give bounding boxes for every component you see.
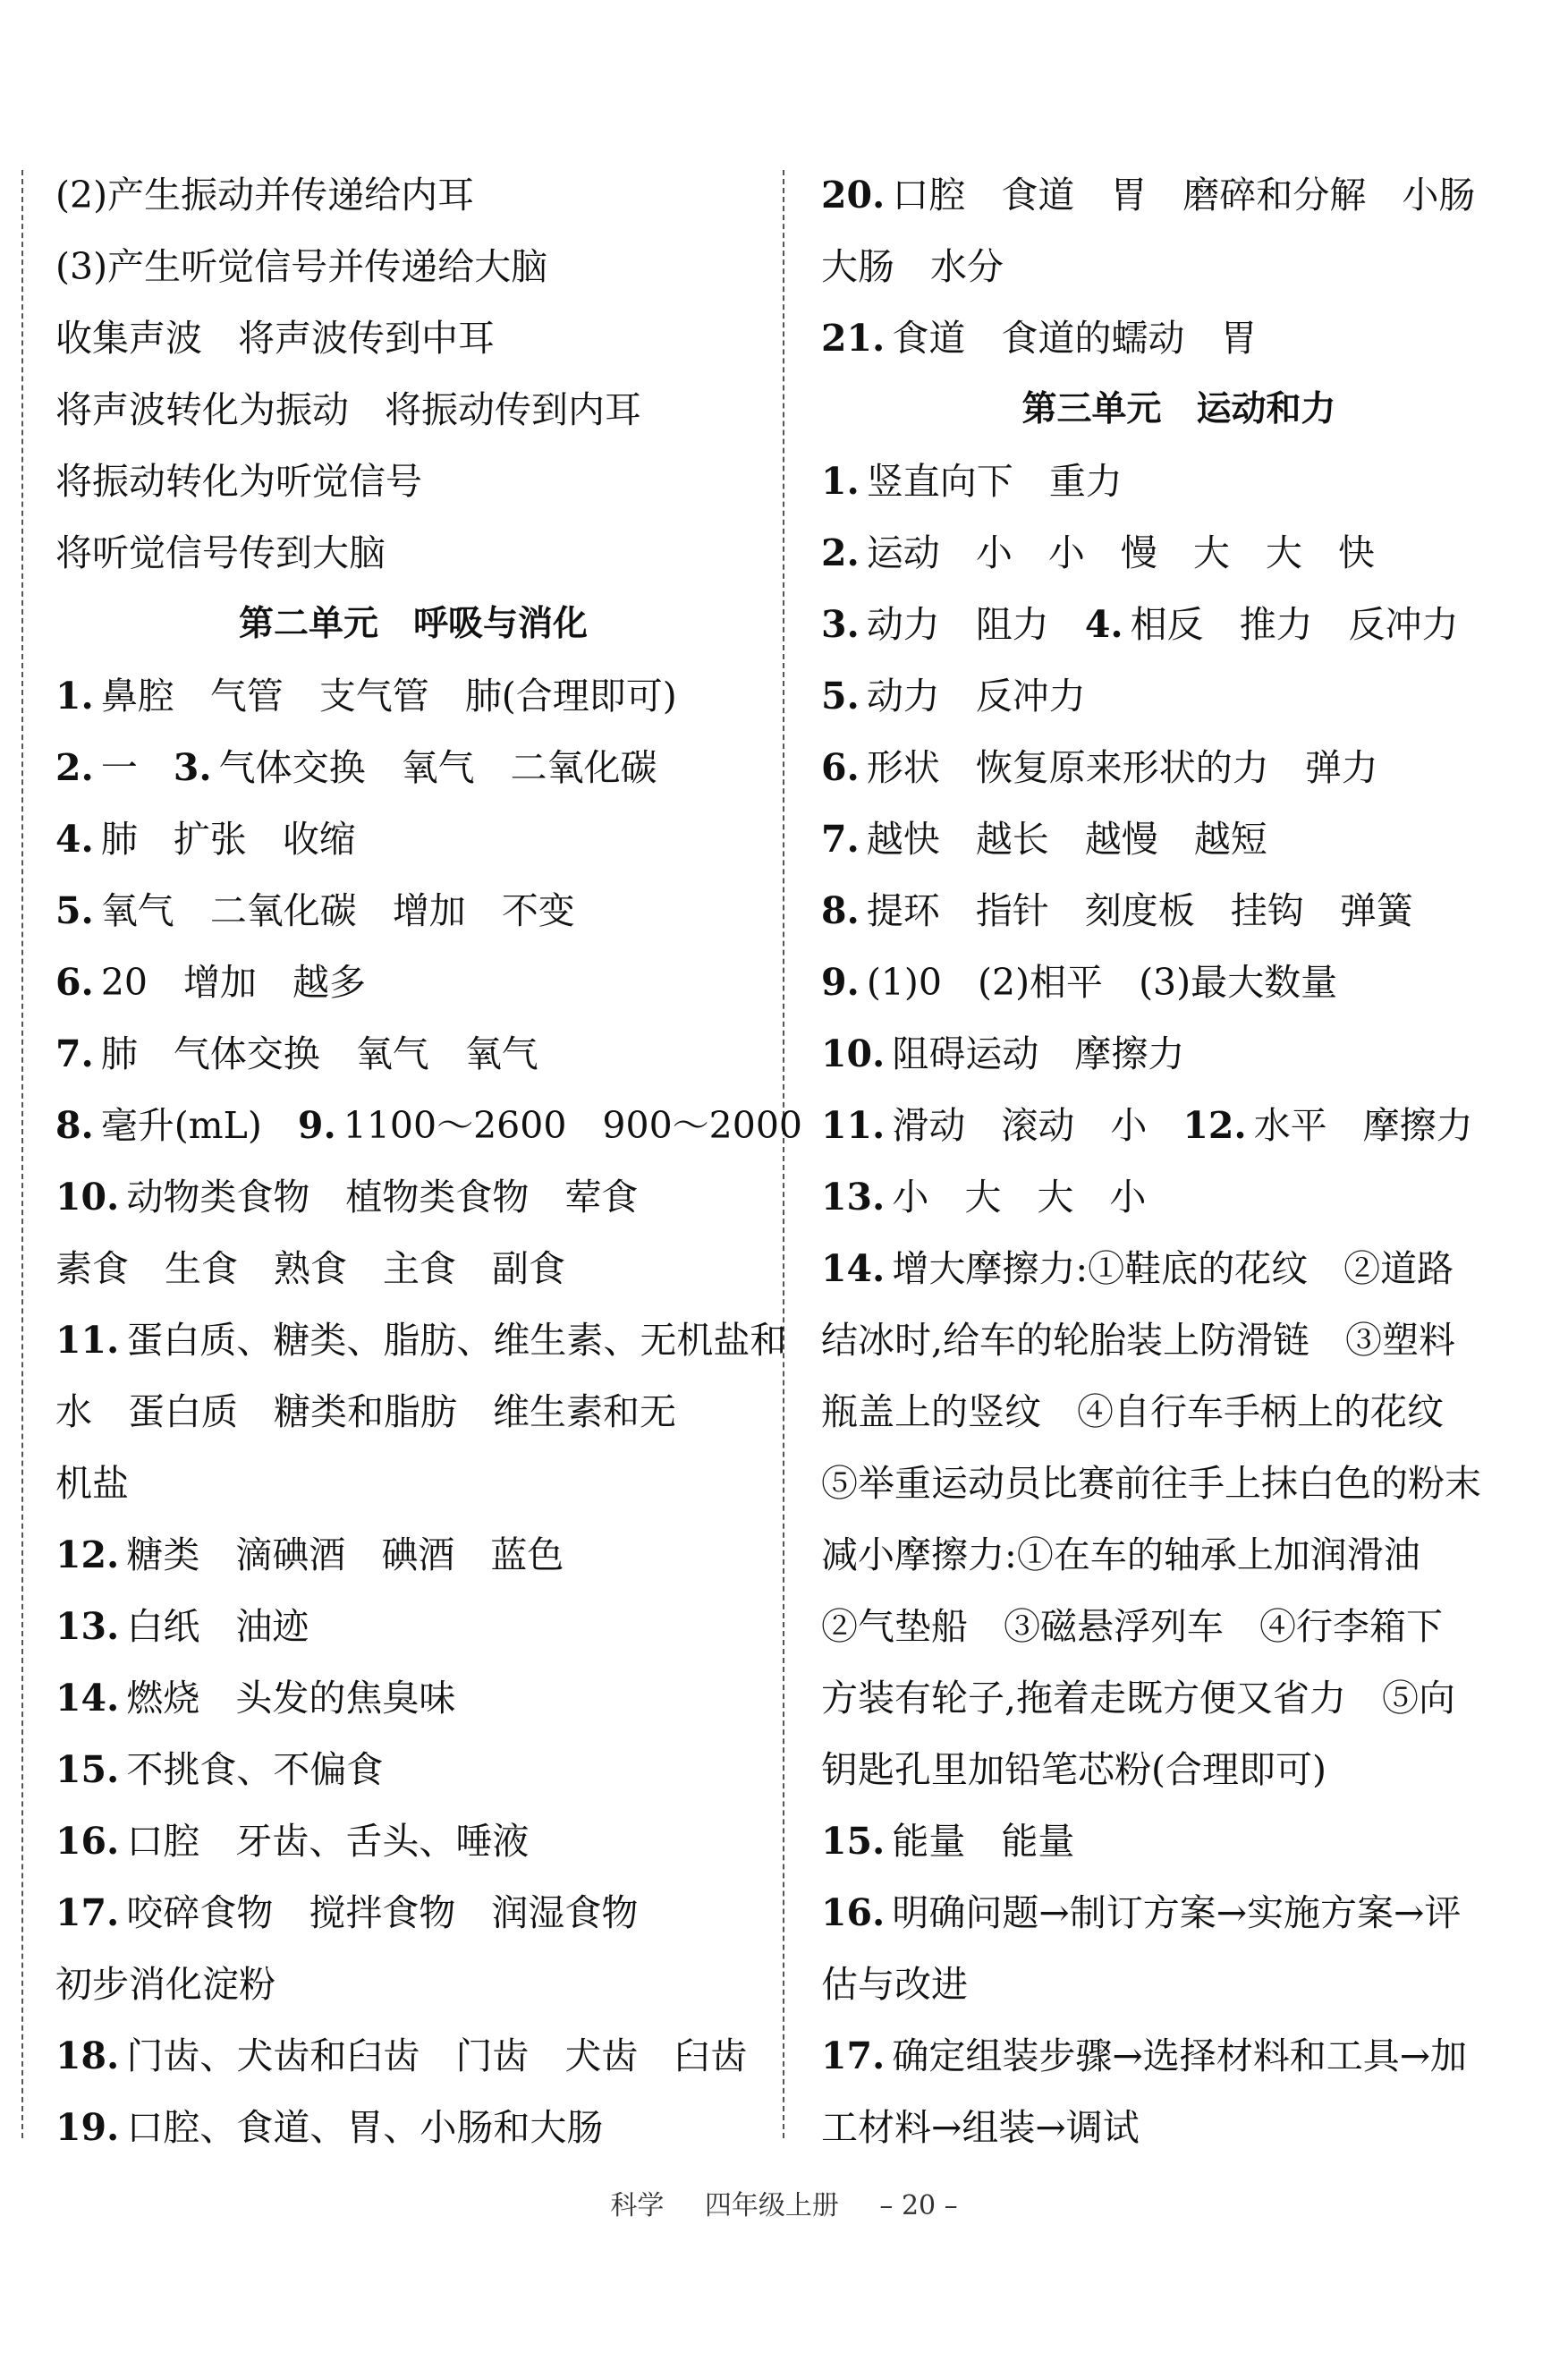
answer-text: 蛋白质	[128, 1390, 238, 1433]
answer-text: 水分	[930, 245, 1004, 288]
answer-line	[55, 803, 771, 875]
answer-text: 不变	[501, 889, 575, 932]
answer-text: ③塑料	[1345, 1319, 1456, 1362]
answer-line	[821, 2020, 1537, 2092]
answer-text: 燃烧	[126, 1677, 200, 1720]
answer-line	[821, 517, 1537, 589]
answer-text: 小	[1110, 1104, 1148, 1147]
answer-line	[55, 1877, 771, 1949]
answer-text: 小	[1047, 531, 1085, 574]
answer-line	[55, 2092, 771, 2163]
answer-text: 糖类	[126, 1533, 200, 1576]
question-number: 1.	[821, 460, 860, 503]
answer-text: 蓝色	[490, 1533, 564, 1576]
answer-text: 气体交换	[218, 746, 366, 789]
answer-text: 主食	[383, 1247, 456, 1290]
answer-text: 快	[1337, 531, 1375, 574]
question-number: 19.	[55, 2106, 120, 2149]
answer-text: 植物类食物	[345, 1176, 530, 1219]
answer-line	[55, 2020, 771, 2092]
answer-text: 门齿	[455, 2034, 530, 2077]
answer-line	[55, 1448, 771, 1519]
answer-text: 竖直向下	[866, 460, 1013, 503]
answer-text: 钥匙孔里加铅笔芯粉(合理即可)	[821, 1748, 1326, 1791]
question-number: 17.	[821, 2034, 886, 2077]
question-number: 21.	[821, 317, 886, 360]
answer-line	[55, 1304, 787, 1376]
answer-text: 水	[55, 1390, 92, 1433]
answer-text: 确定组装步骤→选择材料和工具→加	[892, 2034, 1468, 2077]
answer-text: 油迹	[235, 1605, 309, 1648]
answer-line	[821, 1090, 1537, 1161]
answer-line	[821, 947, 1537, 1018]
answer-text: 大	[1037, 1176, 1074, 1219]
answer-text: 一	[100, 746, 138, 789]
answer-text: 动力	[866, 603, 940, 646]
question-number: 13.	[55, 1605, 120, 1648]
answer-line	[821, 159, 1537, 231]
question-number: 16.	[55, 1820, 120, 1863]
answer-line	[821, 1591, 1537, 1662]
answer-text: 鼻腔	[100, 675, 174, 718]
answer-text: 滑动	[892, 1104, 966, 1147]
answer-text: 咬碎食物	[126, 1891, 274, 1934]
answer-text: 将振动转化为听觉信号	[55, 460, 422, 503]
answer-text: (3)产生听觉信号并传递给大脑	[55, 245, 548, 288]
answer-text: 能量	[892, 1820, 966, 1863]
answer-text: 越慢	[1084, 818, 1158, 861]
question-number: 10.	[821, 1032, 886, 1075]
answer-text: ⑤向	[1382, 1677, 1456, 1720]
question-number: 14.	[55, 1677, 120, 1720]
answer-text: 磨碎和分解	[1182, 174, 1367, 217]
question-number: 5.	[55, 889, 94, 932]
answer-text: ②道路	[1343, 1247, 1454, 1290]
answer-text: ②气垫船	[821, 1605, 968, 1648]
question-number: 9.	[821, 961, 860, 1004]
answer-text: 大肠	[821, 245, 894, 288]
answer-line	[821, 1233, 1537, 1304]
question-number: 7.	[55, 1032, 94, 1075]
question-number: 12.	[1182, 1104, 1247, 1147]
answer-text: 搅拌食物	[309, 1891, 456, 1934]
answer-text: 氧气	[464, 1032, 538, 1075]
answer-text: 相反	[1130, 603, 1204, 646]
answer-text: 结冰时,给车的轮胎装上防滑链	[821, 1319, 1310, 1362]
footer-page-number: – 20 –	[879, 2190, 958, 2221]
answer-line	[821, 302, 1537, 374]
answer-text: 氧气	[100, 889, 174, 932]
answer-text: 恢复原来形状的力	[975, 746, 1269, 789]
answer-text: (1)0	[866, 961, 942, 1004]
answer-text: ⑤举重运动员比赛前往手上抹白色的粉末	[821, 1462, 1481, 1505]
answer-text: 小肠	[1402, 174, 1476, 217]
answer-text: 将声波转化为振动	[55, 388, 349, 431]
question-number: 11.	[55, 1319, 120, 1362]
answer-line	[821, 875, 1537, 947]
answer-text: 工材料→组装→调试	[821, 2106, 1140, 2149]
answer-text: 肺	[100, 818, 138, 861]
answer-text: 气体交换	[173, 1032, 320, 1075]
answer-text: 滴碘酒	[235, 1533, 346, 1576]
answer-text: 副食	[492, 1247, 565, 1290]
answer-text: 大	[1265, 531, 1302, 574]
unit-heading: 第三单元 运动和力	[1021, 389, 1336, 429]
answer-line	[55, 1233, 771, 1304]
question-number: 20.	[821, 174, 886, 217]
answer-text: 初步消化淀粉	[55, 1963, 275, 2006]
answer-line	[55, 302, 771, 374]
answer-line	[821, 231, 1537, 302]
answer-text: 口腔	[892, 174, 966, 217]
answer-text: 刻度板	[1084, 889, 1195, 932]
question-number: 10.	[55, 1176, 120, 1219]
answer-line	[821, 732, 1537, 803]
answer-text: 指针	[975, 889, 1049, 932]
answer-line	[55, 1090, 803, 1161]
answer-text: 白纸	[126, 1605, 200, 1648]
answer-text: ④自行车手柄上的花纹	[1077, 1390, 1444, 1433]
answer-text: ③磁悬浮列车	[1004, 1605, 1224, 1648]
answer-text: 收集声波	[55, 317, 202, 360]
question-number: 3.	[821, 603, 860, 646]
answer-text: 荤食	[564, 1176, 639, 1219]
answer-text: 食道	[892, 317, 966, 360]
answer-line	[821, 1448, 1537, 1519]
answer-text: 胃	[1110, 174, 1148, 217]
answer-text: 阻力	[975, 603, 1049, 646]
answer-text: 1100～2600	[343, 1104, 567, 1147]
answer-text: 摩擦力	[1074, 1032, 1185, 1075]
answer-text: 弹簧	[1339, 889, 1413, 932]
answer-text: 增加	[392, 889, 466, 932]
answer-line	[55, 947, 771, 1018]
center-dashed-rule	[783, 170, 784, 2138]
answer-line	[821, 1519, 1537, 1591]
answer-text: 肺	[100, 1032, 138, 1075]
answer-line	[55, 1018, 771, 1090]
answer-text: 生食	[165, 1247, 238, 1290]
answer-text: 瓶盖上的竖纹	[821, 1390, 1041, 1433]
answer-text: 将听觉信号传到大脑	[55, 531, 386, 574]
answer-text: 将声波传到中耳	[238, 317, 495, 360]
answer-text: (2)产生振动并传递给内耳	[55, 174, 475, 217]
answer-line	[55, 1949, 771, 2020]
answer-text: 肺(合理即可)	[464, 675, 677, 718]
answer-text: 弹力	[1304, 746, 1378, 789]
answer-text: 推力	[1239, 603, 1313, 646]
question-number: 9.	[297, 1104, 336, 1147]
answer-text: 反冲力	[975, 675, 1086, 718]
answer-text: ④行李箱下	[1259, 1605, 1443, 1648]
answer-text: 小	[975, 531, 1013, 574]
answer-line	[821, 1877, 1537, 1949]
answer-text: (2)相平	[977, 961, 1104, 1004]
question-number: 5.	[821, 675, 860, 718]
answer-text: 20	[100, 961, 148, 1004]
answer-text: 糖类和脂肪	[274, 1390, 457, 1433]
answer-text: 维生素和无	[493, 1390, 676, 1433]
answer-text: 毫升(mL)	[100, 1104, 262, 1147]
answer-line	[55, 1161, 771, 1233]
answer-line	[821, 660, 1537, 732]
answer-line	[55, 374, 771, 446]
question-number: 14.	[821, 1247, 886, 1290]
answer-text: 反冲力	[1348, 603, 1459, 646]
answer-text: 动物类食物	[126, 1176, 310, 1219]
answer-line	[55, 1662, 771, 1734]
question-number: 16.	[821, 1891, 886, 1934]
answer-text: 口腔、食道、胃、小肠和大肠	[126, 2106, 604, 2149]
answer-line	[821, 1304, 1537, 1376]
answer-line	[55, 732, 771, 803]
answer-line	[55, 1734, 771, 1805]
answer-text: 扩张	[173, 818, 247, 861]
answer-text: 口腔	[126, 1820, 200, 1863]
answer-text: 臼齿	[674, 2034, 748, 2077]
question-number: 12.	[55, 1533, 120, 1576]
answer-text: 二氧化碳	[510, 746, 657, 789]
answer-line	[55, 231, 771, 302]
answer-text: 蛋白质、糖类、脂肪、维生素、无机盐和	[126, 1319, 787, 1362]
answer-line	[55, 446, 771, 517]
left-answer-column	[55, 159, 803, 2163]
answer-line	[821, 1018, 1537, 1090]
answer-text: 增加	[182, 961, 257, 1004]
answer-text: 动力	[866, 675, 940, 718]
answer-text: 越长	[975, 818, 1049, 861]
answer-text: 增大摩擦力:①鞋底的花纹	[892, 1247, 1309, 1290]
answer-line	[55, 1591, 771, 1662]
question-number: 3.	[173, 746, 212, 789]
answer-text: 挂钩	[1230, 889, 1304, 932]
question-number: 1.	[55, 675, 94, 718]
answer-text: 大	[964, 1176, 1002, 1219]
answer-line	[821, 2092, 1537, 2163]
answer-text: 越短	[1193, 818, 1267, 861]
answer-text: 滚动	[1001, 1104, 1075, 1147]
answer-text: 食道	[1001, 174, 1075, 217]
answer-text: 将振动传到内耳	[385, 388, 641, 431]
answer-line	[821, 1805, 1537, 1877]
answer-text: 熟食	[274, 1247, 347, 1290]
question-number: 17.	[55, 1891, 120, 1934]
answer-text: 明确问题→制订方案→实施方案→评	[892, 1891, 1462, 1934]
question-number: 18.	[55, 2034, 120, 2077]
question-number: 2.	[821, 531, 860, 574]
answer-line	[55, 660, 771, 732]
question-number: 13.	[821, 1176, 886, 1219]
footer-grade: 四年级上册	[704, 2190, 839, 2221]
unit-heading: 第二单元 呼吸与消化	[238, 604, 588, 644]
answer-line	[55, 517, 771, 589]
answer-text: 二氧化碳	[209, 889, 357, 932]
answer-text: 越快	[866, 818, 940, 861]
question-number: 8.	[821, 889, 860, 932]
answer-text: 慢	[1120, 531, 1157, 574]
answer-text: 收缩	[282, 818, 356, 861]
answer-text: 重力	[1048, 460, 1123, 503]
answer-line	[821, 589, 1537, 660]
question-number: 15.	[55, 1748, 120, 1791]
answer-text: 机盐	[55, 1462, 129, 1505]
answer-text: 提环	[866, 889, 940, 932]
answer-text: 门齿、犬齿和臼齿	[126, 2034, 420, 2077]
answer-text: 大	[1192, 531, 1230, 574]
answer-text: 方装有轮子,拖着走既方便又省力	[821, 1677, 1347, 1720]
answer-line	[821, 1949, 1537, 2020]
question-number: 8.	[55, 1104, 94, 1147]
answer-line	[55, 1805, 771, 1877]
answer-line	[55, 1376, 771, 1448]
answer-text: 犬齿	[564, 2034, 639, 2077]
right-answer-column	[821, 159, 1537, 2163]
answer-line	[55, 159, 771, 231]
question-number: 2.	[55, 746, 94, 789]
answer-text: 不挑食、不偏食	[126, 1748, 384, 1791]
footer-subject: 科学	[610, 2190, 665, 2221]
answer-text: 阻碍运动	[892, 1032, 1039, 1075]
answer-text: 润湿食物	[491, 1891, 639, 1934]
answer-text: 碘酒	[381, 1533, 455, 1576]
answer-text: 气管	[209, 675, 284, 718]
answer-text: (3)最大数量	[1139, 961, 1338, 1004]
answer-text: 运动	[866, 531, 940, 574]
answer-text: 胃	[1220, 317, 1258, 360]
answer-text: 氧气	[401, 746, 475, 789]
answer-text: 小	[1109, 1176, 1147, 1219]
answer-line	[821, 1376, 1537, 1448]
answer-text: 水平	[1253, 1104, 1327, 1147]
question-number: 15.	[821, 1820, 886, 1863]
answer-line	[821, 1734, 1537, 1805]
answer-text: 素食	[55, 1247, 129, 1290]
answer-text: 食道的蠕动	[1001, 317, 1185, 360]
answer-line	[821, 446, 1537, 517]
answer-text: 越多	[292, 961, 366, 1004]
question-number: 4.	[55, 818, 94, 861]
page-footer	[0, 2183, 1568, 2222]
question-number: 7.	[821, 818, 860, 861]
answer-line	[55, 875, 771, 947]
answer-line	[55, 1519, 771, 1591]
answer-text: 形状	[866, 746, 940, 789]
answer-text: 头发的焦臭味	[235, 1677, 456, 1720]
question-number: 6.	[55, 961, 94, 1004]
answer-text: 小	[892, 1176, 929, 1219]
answer-text: 摩擦力	[1362, 1104, 1473, 1147]
answer-text: 氧气	[355, 1032, 429, 1075]
answer-text: 能量	[1001, 1820, 1075, 1863]
answer-line	[821, 803, 1537, 875]
left-dashed-rule	[21, 170, 23, 2138]
answer-text: 支气管	[318, 675, 429, 718]
answer-line	[821, 1161, 1537, 1233]
answer-text: 牙齿、舌头、唾液	[235, 1820, 530, 1863]
answer-text: 估与改进	[821, 1963, 968, 2006]
answer-text: 900～2000	[602, 1104, 803, 1147]
question-number: 6.	[821, 746, 860, 789]
answer-line	[821, 1662, 1537, 1734]
answer-text: 减小摩擦力:①在车的轴承上加润滑油	[821, 1533, 1420, 1576]
question-number: 11.	[821, 1104, 886, 1147]
question-number: 4.	[1084, 603, 1123, 646]
